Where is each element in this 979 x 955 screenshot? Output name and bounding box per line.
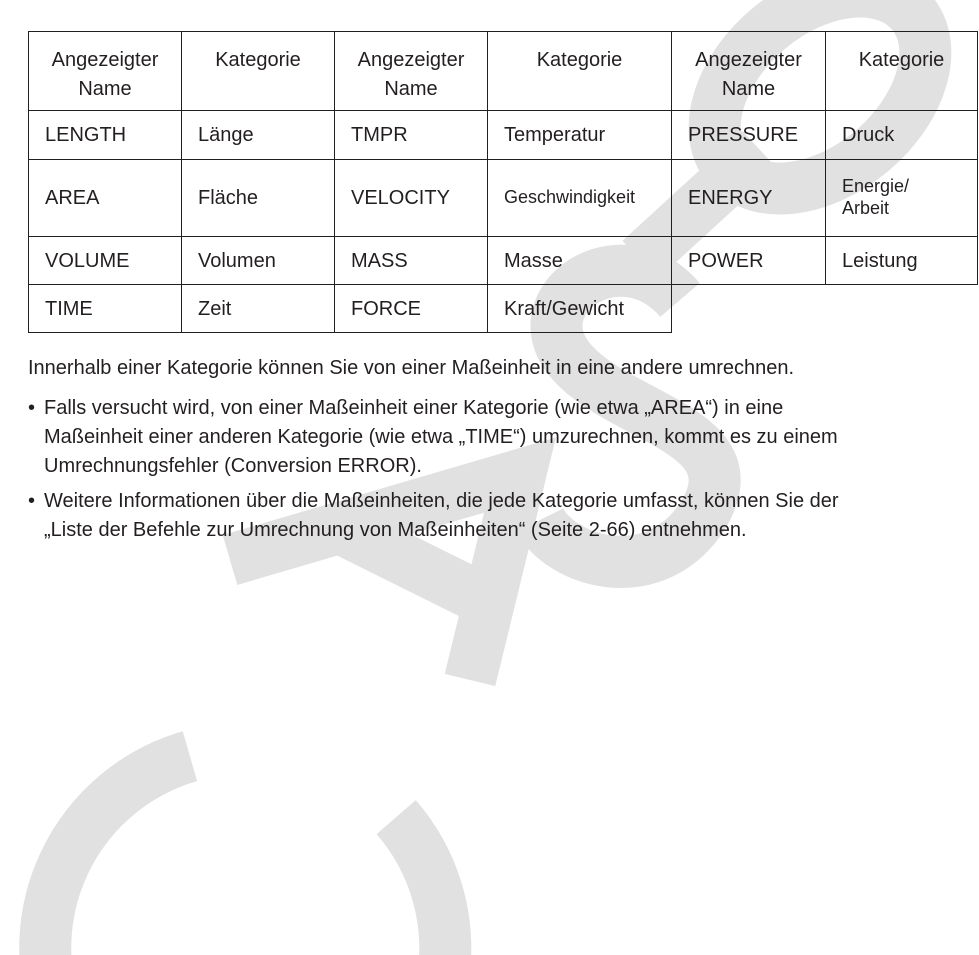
table-header-row xyxy=(29,32,978,111)
table-cell: Energie/ Arbeit xyxy=(826,160,978,237)
table-cell: AREA xyxy=(29,160,182,237)
bullet-conversion-error xyxy=(28,394,973,481)
header-displayed-name: Angezeigter Name xyxy=(672,32,826,111)
table-cell: Länge xyxy=(182,111,335,160)
header-category: Kategorie xyxy=(826,32,978,111)
table-cell: VELOCITY xyxy=(335,160,488,237)
table-cell: Zeit xyxy=(182,285,335,333)
table-cell: PRESSURE xyxy=(672,111,826,160)
table-row xyxy=(29,111,978,160)
table-cell: FORCE xyxy=(335,285,488,333)
unit-category-table xyxy=(28,31,978,333)
table-cell: TIME xyxy=(29,285,182,333)
empty-cell xyxy=(672,285,826,333)
table-cell: Volumen xyxy=(182,237,335,285)
table-cell: Druck xyxy=(826,111,978,160)
header-category: Kategorie xyxy=(182,32,335,111)
table-cell: Kraft/Gewicht xyxy=(488,285,672,333)
bullet-more-info xyxy=(28,487,973,545)
intro-text: Innerhalb einer Kategorie können Sie von einer Maßeinheit in eine andere umrechnen. xyxy=(28,357,795,379)
table-row xyxy=(29,285,978,333)
intro-paragraph xyxy=(28,354,973,383)
header-displayed-name: Angezeigter Name xyxy=(335,32,488,111)
table-cell: Fläche xyxy=(182,160,335,237)
table-cell: Leistung xyxy=(826,237,978,285)
header-category: Kategorie xyxy=(488,32,672,111)
table-row xyxy=(29,237,978,285)
table-cell: POWER xyxy=(672,237,826,285)
table-row xyxy=(29,160,978,237)
table-cell: Temperatur xyxy=(488,111,672,160)
empty-cell xyxy=(826,285,978,333)
bullet-marker: • xyxy=(28,490,36,512)
table-cell: TMPR xyxy=(335,111,488,160)
table-cell: ENERGY xyxy=(672,160,826,237)
bullet-text: Falls versucht wird, von einer Maßeinheit einer Kategorie (wie etwa „AREA“) in eine Maßeinheit einer anderen Kategorie (wie etwa „TIME“) umzurechnen, kommt es zu einem Umrechnungsfehler (Conversion ERROR). xyxy=(44,397,838,477)
bullet-text: Weitere Informationen über die Maßeinheiten, die jede Kategorie umfasst, können Sie der „Liste der Befehle zur Umrechnung von Maßeinheiten“ (Seite 2-66) entnehmen. xyxy=(44,490,839,541)
table-cell: MASS xyxy=(335,237,488,285)
table-cell: LENGTH xyxy=(29,111,182,160)
table-cell: Geschwindigkeit xyxy=(488,160,672,237)
table-cell: VOLUME xyxy=(29,237,182,285)
header-displayed-name: Angezeigter Name xyxy=(29,32,182,111)
bullet-marker: • xyxy=(28,397,36,419)
table-cell: Masse xyxy=(488,237,672,285)
